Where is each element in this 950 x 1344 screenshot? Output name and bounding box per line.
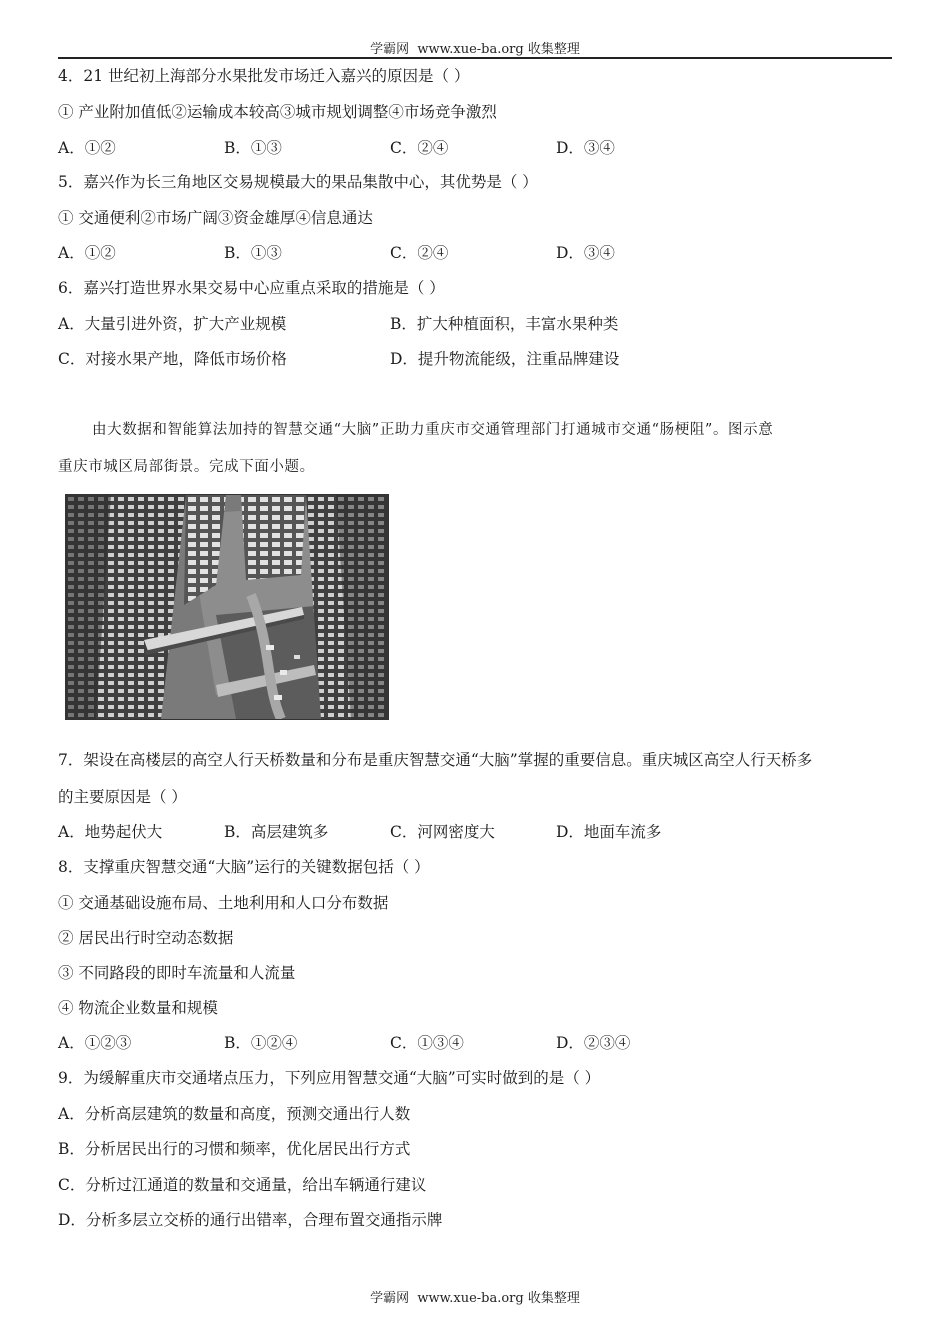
q5-option-a: A．①② (58, 244, 116, 262)
q5-option-c: C．②④ (390, 244, 449, 262)
street-scene-drawing (66, 495, 388, 719)
q5-option-b: B．①③ (224, 244, 282, 262)
q8-item-4: ④ 物流企业数量和规模 (58, 999, 218, 1017)
q8-item-3: ③ 不同路段的即时车流量和人流量 (58, 964, 296, 982)
q6-option-c: C．对接水果产地，降低市场价格 (58, 350, 287, 368)
q7-option-c: C．河网密度大 (390, 823, 495, 841)
q8-stem: 8．支撑重庆智慧交通“大脑”运行的关键数据包括（ ） (58, 858, 430, 876)
q9-option-b: B．分析居民出行的习惯和频率，优化居民出行方式 (58, 1140, 411, 1158)
q4-items: ① 产业附加值低②运输成本较高③城市规划调整④市场竞争激烈 (58, 103, 497, 121)
q4-option-d: D．③④ (556, 139, 615, 157)
q8-option-a: A．①②③ (58, 1034, 132, 1052)
intro-line-2: 重庆市城区局部街景。完成下面小题。 (58, 459, 315, 475)
footer-note: 收集整理 (527, 1291, 580, 1306)
q5-items: ① 交通便利②市场广阔③资金雄厚④信息通达 (58, 209, 373, 227)
q8-item-2: ② 居民出行时空动态数据 (58, 929, 234, 947)
page-footer (0, 1287, 950, 1306)
q7-stem-line-1: 7．架设在高楼层的高空人行天桥数量和分布是重庆智慧交通“大脑”掌握的重要信息。重庆城区高空人行天桥多 (58, 751, 813, 769)
header-site: 学霸网 (370, 42, 410, 57)
q5-option-d: D．③④ (556, 244, 615, 262)
footer-url[interactable]: www.xue-ba.org (417, 1291, 524, 1306)
header-note: 收集整理 (527, 42, 580, 57)
q4-option-c: C．②④ (390, 139, 449, 157)
q4-option-b: B．①③ (224, 139, 282, 157)
q9-option-a: A．分析高层建筑的数量和高度，预测交通出行人数 (58, 1105, 411, 1123)
q8-option-c: C．①③④ (390, 1034, 464, 1052)
q9-stem: 9．为缓解重庆市交通堵点压力，下列应用智慧交通“大脑”可实时做到的是（ ） (58, 1069, 601, 1087)
q4-option-a: A．①② (58, 139, 116, 157)
intro-line-1: 由大数据和智能算法加持的智慧交通“大脑”正助力重庆市交通管理部门打通城市交通“肠梗阻”。图示意 (92, 422, 774, 438)
header-divider (58, 57, 892, 59)
q9-option-c: C．分析过江通道的数量和交通量，给出车辆通行建议 (58, 1176, 427, 1194)
q9-option-d: D．分析多层立交桥的通行出错率，合理布置交通指示牌 (58, 1211, 443, 1229)
q8-option-b: B．①②④ (224, 1034, 298, 1052)
q8-item-1: ① 交通基础设施布局、土地利用和人口分布数据 (58, 894, 389, 912)
q7-stem-line-2: 的主要原因是（ ） (58, 788, 187, 806)
q5-stem: 5．嘉兴作为长三角地区交易规模最大的果品集散中心，其优势是（ ） (58, 173, 538, 191)
q6-option-a: A．大量引进外资，扩大产业规模 (58, 315, 287, 333)
q7-option-b: B．高层建筑多 (224, 823, 329, 841)
q6-stem: 6．嘉兴打造世界水果交易中心应重点采取的措施是（ ） (58, 279, 445, 297)
q6-option-d: D．提升物流能级，注重品牌建设 (390, 350, 620, 368)
footer-site: 学霸网 (370, 1291, 410, 1306)
header-url[interactable]: www.xue-ba.org (417, 42, 524, 57)
page-header (0, 38, 950, 57)
q7-option-a: A．地势起伏大 (58, 823, 163, 841)
street-scene-photo (65, 494, 389, 720)
q8-option-d: D．②③④ (556, 1034, 631, 1052)
q4-stem: 4．21 世纪初上海部分水果批发市场迁入嘉兴的原因是（ ） (58, 67, 470, 85)
q6-option-b: B．扩大种植面积，丰富水果种类 (390, 315, 619, 333)
q7-option-d: D．地面车流多 (556, 823, 662, 841)
